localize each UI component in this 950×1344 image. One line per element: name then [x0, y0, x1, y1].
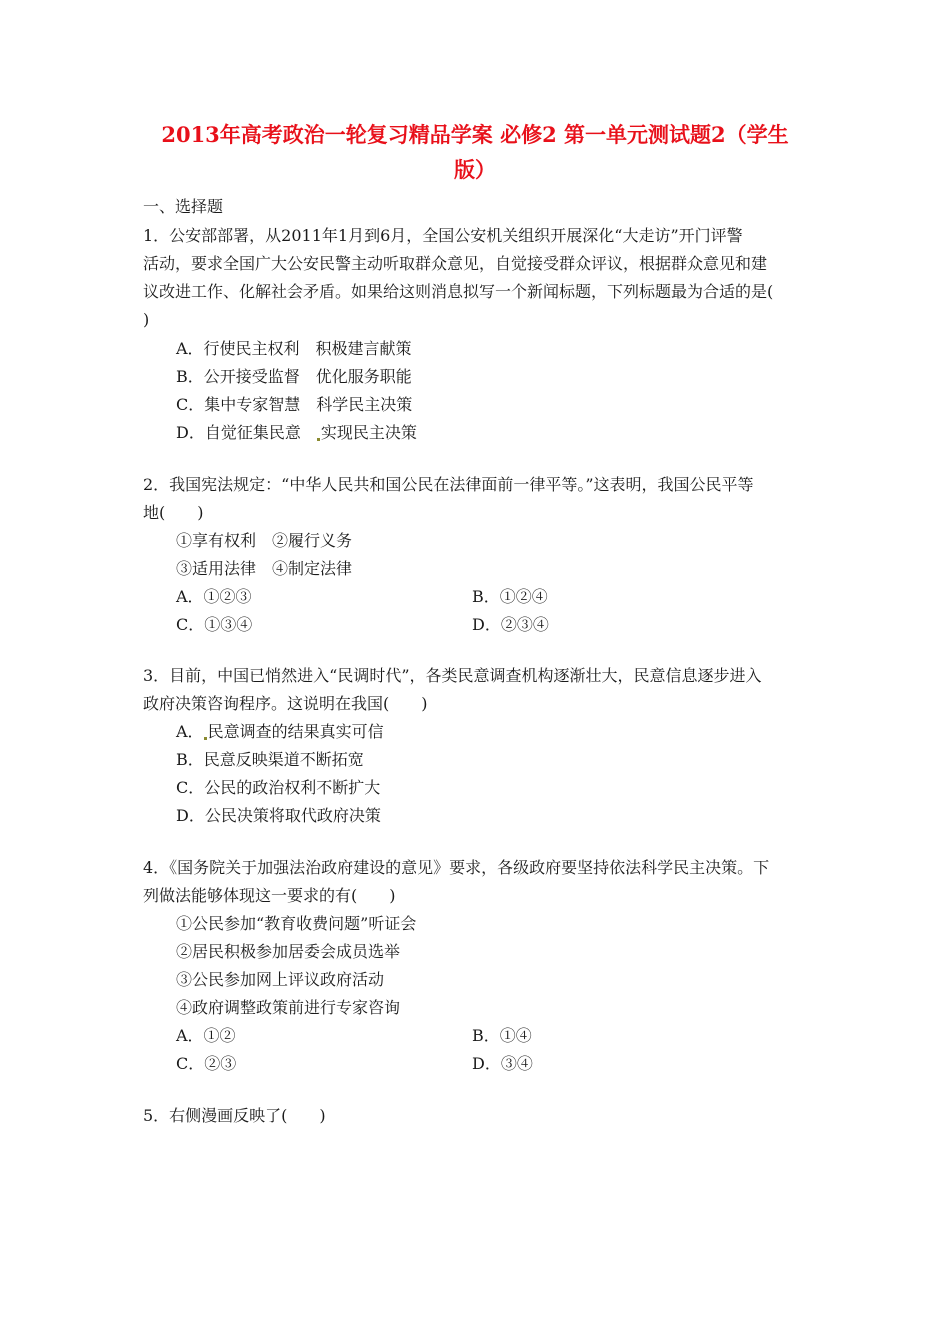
- document-title-line-1: 2013年高考政治一轮复习精品学案 必修2 第一单元测试题2（学生: [161, 122, 789, 147]
- scan-mark: [204, 737, 207, 740]
- question-4-statement-3: ③公民参加网上评议政府活动: [176, 970, 385, 989]
- question-3-option-a-text: 民意调查的结果真实可信: [207, 722, 384, 741]
- question-3-option-a: [176, 721, 384, 743]
- question-3-option-c: C．公民的政治权利不断扩大: [176, 778, 381, 797]
- question-1-option-a: A．行使民主权利 积极建言献策: [176, 339, 412, 358]
- question-4-statement-4: ④政府调整政策前进行专家咨询: [176, 998, 401, 1017]
- question-4-statement-2: ②居民积极参加居委会成员选举: [176, 942, 401, 961]
- question-4-statement-1: ①公民参加“教育收费问题”听证会: [176, 914, 417, 933]
- question-3-option-d: D．公民决策将取代政府决策: [176, 806, 381, 825]
- question-1-option-c: C．集中专家智慧 科学民主决策: [176, 395, 413, 414]
- question-4-line-2: 列做法能够体现这一要求的有( ): [143, 886, 396, 905]
- question-1-option-b: B．公开接受监督 优化服务职能: [176, 367, 412, 386]
- section-heading: 一、选择题: [143, 197, 224, 216]
- question-1-option-d-part-2: 实现民主决策: [320, 423, 417, 442]
- question-2-option-d: D．②③④: [472, 615, 549, 634]
- question-5-line-1: 5．右侧漫画反映了( ): [143, 1106, 326, 1125]
- question-3-line-2: 政府决策咨询程序。这说明在我国( ): [143, 694, 428, 713]
- question-4-option-c: C．②③: [176, 1054, 237, 1073]
- question-3-option-b: B．民意反映渠道不断拓宽: [176, 750, 364, 769]
- question-2-line-1: 2．我国宪法规定：“中华人民共和国公民在法律面前一律平等。”这表明，我国公民平等: [143, 475, 754, 494]
- question-2-line-2: 地( ): [143, 503, 204, 522]
- question-1-option-d: [176, 422, 417, 444]
- question-4-option-b: B．①④: [472, 1026, 532, 1045]
- question-4-option-d: D．③④: [472, 1054, 533, 1073]
- question-2-statement-row-2: ③适用法律 ④制定法律: [176, 559, 353, 578]
- scan-mark: [317, 438, 320, 441]
- question-2-option-a: A．①②③: [176, 587, 252, 606]
- question-4-line-1: 4．《国务院关于加强法治政府建设的意见》要求，各级政府要坚持依法科学民主决策。下: [143, 858, 770, 877]
- question-4-option-a: A．①②: [176, 1026, 236, 1045]
- question-3-line-1: 3．目前，中国已悄然进入“民调时代”，各类民意调查机构逐渐壮大，民意信息逐步进入: [143, 666, 762, 685]
- document-title-line-2: 版）: [454, 157, 496, 182]
- question-2-statement-row-1: ①享有权利 ②履行义务: [176, 531, 353, 550]
- question-1-option-d-part-1: D．自觉征集民意: [176, 423, 317, 442]
- question-1-line-2: 活动，要求全国广大公安民警主动听取群众意见，自觉接受群众评议，根据群众意见和建: [143, 254, 768, 273]
- question-1-line-1: 1．公安部部署，从2011年1月到6月，全国公安机关组织开展深化“大走访”开门评警: [143, 226, 743, 245]
- question-1-line-4: ): [143, 310, 150, 329]
- question-2-option-b: B．①②④: [472, 587, 548, 606]
- question-1-line-3: 议改进工作、化解社会矛盾。如果给这则消息拟写一个新闻标题，下列标题最为合适的是(: [143, 282, 774, 301]
- question-2-option-c: C．①③④: [176, 615, 253, 634]
- question-3-option-a-letter: A．: [176, 722, 204, 741]
